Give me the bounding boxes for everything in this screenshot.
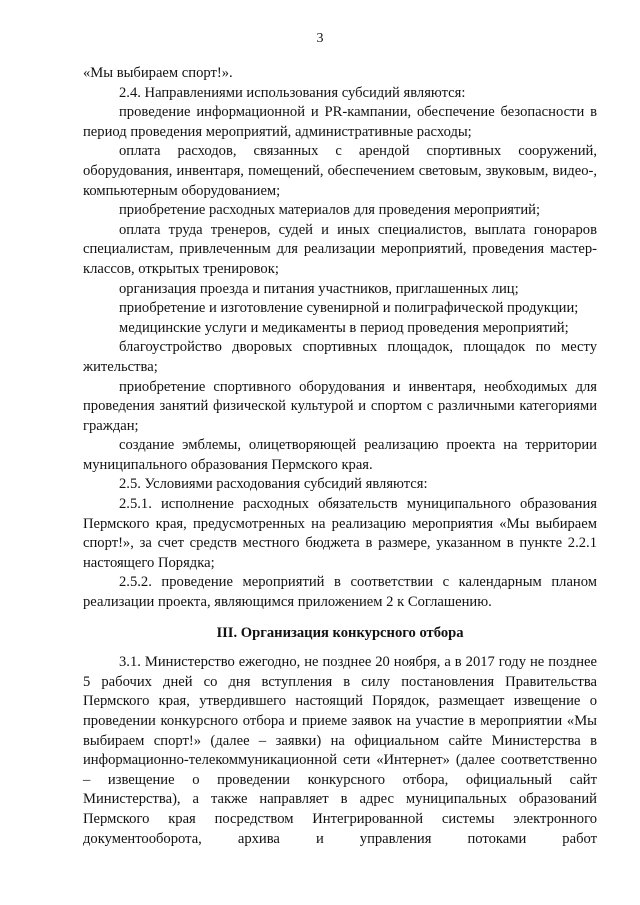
paragraph: приобретение спортивного оборудования и инвентаря, необходимых для проведения занятий физической культурой и спортом с различными категориями граждан; [83,378,597,434]
paragraph: медицинские услуги и медикаменты в период проведения мероприятий; [119,319,569,336]
paragraph: 2.5.1. исполнение расходных обязательств муниципального образования Пермского края, предусмотренных на реализацию мероприятия «Мы выбираем спорт!», за счет средств местного бюджета в размере, указанном в пункте 2.2.1 настоящего Порядка; [83,496,597,571]
paragraph: 2.5. Условиями расходования субсидий являются: [119,476,428,493]
section-two-continuation [83,64,597,613]
paragraph: 2.4. Направлениями использования субсидий являются: [119,84,466,101]
document-body [83,64,597,849]
paragraph: приобретение расходных материалов для проведения мероприятий; [119,202,541,219]
page-number: 3 [316,31,324,46]
paragraph: оплата труда тренеров, судей и иных специалистов, выплата гонораров специалистам, привлеченным для реализации мероприятий, проведения мастер-классов, открытых тренировок; [83,221,597,277]
section-three-body [83,653,597,849]
paragraph: 3.1. Министерство ежегодно, не позднее 20 ноября, а в 2017 году не позднее 5 рабочих дней со дня вступления в силу постановления Правительства Пермского края, утвердившего настоящий Порядок, размещает извещение о проведении конкурсного отбора и приеме заявок на участие в мероприятии «Мы выбираем спорт!» (далее – заявки) на официальном сайте Министерства в информационно-телекоммуникационной сети «Интернет» (далее соответственно – извещение о проведении конкурсного отбора, официальный сайт Министерства), а также направляет в адрес муниципальных образований Пермского края посредством Интегрированной системы электронного документооборота, архива и управления потоками работ [83,654,597,847]
paragraph: оплата расходов, связанных с арендой спортивных сооружений, оборудования, инвентаря, помещений, обеспечением световым, звуковым, видео-, компьютерным оборудованием; [83,143,597,199]
paragraph: создание эмблемы, олицетворяющей реализацию проекта на территории муниципального образования Пермского края. [83,437,597,473]
section-heading: III. Организация конкурсного отбора [216,624,464,641]
paragraph: приобретение и изготовление сувенирной и полиграфической продукции; [119,300,579,317]
paragraph: «Мы выбираем спорт!». [83,65,233,81]
paragraph: 2.5.2. проведение мероприятий в соответствии с календарным планом реализации проекта, являющимся приложением 2 к Соглашению. [83,574,597,611]
paragraph: проведение информационной и PR-кампании, обеспечение безопасности в период проведения мероприятий, административные расходы; [83,104,597,140]
paragraph: организация проезда и питания участников, приглашенных лиц; [119,280,519,297]
paragraph: благоустройство дворовых спортивных площадок, площадок по месту жительства; [83,339,597,375]
